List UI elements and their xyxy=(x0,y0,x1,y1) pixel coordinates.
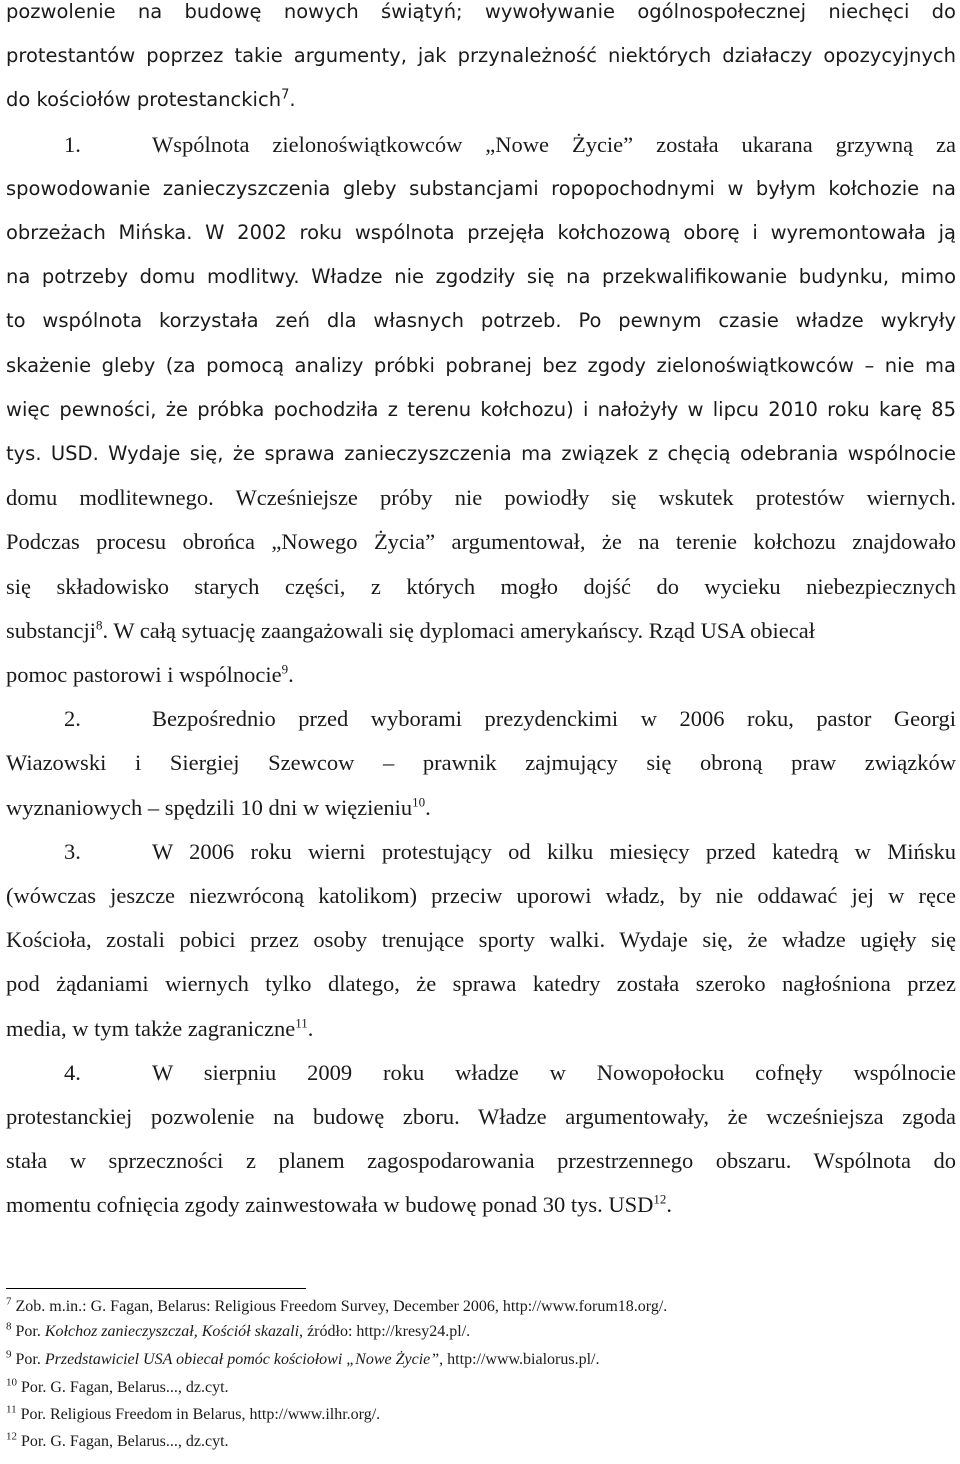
footnote-number: 7 xyxy=(6,1295,12,1308)
footnote xyxy=(6,1432,229,1452)
text-line xyxy=(6,439,956,469)
footnote xyxy=(6,1405,380,1425)
line-text: to wspólnota korzystała zeń dla własnych potrzeb. Po pewnym czasie władze wykryły xyxy=(6,309,956,333)
line-text: stała w sprzeczności z planem zagospodarowania przestrzennego obszaru. Wspólnota do xyxy=(6,1148,956,1174)
list-item-first-line: Wspólnota zielonoświątkowców „Nowe Życie” została ukarana grzywną za xyxy=(152,131,956,157)
line-text: obrzeżach Mińska. W 2002 roku wspólnota przejęła kołchozową oborę i wyremontowała ją xyxy=(6,221,956,244)
list-item-first-line: Bezpośrednio przed wyborami prezydenckimi w 2006 roku, pastor Georgi xyxy=(152,706,956,732)
footnote-italic-title: Przedstawiciel USA obiecał pomóc kościołowi „Nowe Życie” xyxy=(44,1351,440,1368)
text-line xyxy=(6,660,956,690)
list-item-first-line: W 2006 roku wierni protestujący od kilku miesięcy przed katedrą w Mińsku xyxy=(152,838,956,864)
line-text-continued: . W całą sytuację zaangażowali się dyplomaci amerykańscy. Rząd USA obiecał xyxy=(102,617,815,643)
list-item-number: 1. xyxy=(64,131,81,157)
text-line xyxy=(6,572,956,602)
footnote xyxy=(6,1350,599,1370)
text-line xyxy=(6,41,956,71)
text-line xyxy=(6,85,956,115)
line-text: Kościoła, zostali pobici przez osoby trenujące sporty walki. Wydaje się, że władze ugięły się xyxy=(6,927,956,953)
line-text: spowodowanie zanieczyszczenia gleby substancjami ropopochodnymi w byłym kołchozie na xyxy=(6,176,956,200)
line-text-continued: . xyxy=(288,662,294,687)
footnote-text: Por. xyxy=(15,1323,45,1340)
footnote-italic-title: Kołchoz zanieczyszczał, Kościół skazali, xyxy=(44,1323,304,1340)
line-text: domu modlitewnego. Wcześniejsze próby nie powiodły się wskutek protestów wiernych. xyxy=(6,485,956,511)
line-text: protestanckiej pozwolenie na budowę zboru. Władze argumentowały, że wcześniejsza zgoda xyxy=(6,1104,956,1129)
line-text-continued: . xyxy=(307,1015,314,1041)
line-text: skażenie gleby (za pomocą analizy próbki pobranej bez zgody zielonoświątkowców – nie ma xyxy=(6,353,956,377)
text-line xyxy=(6,925,956,955)
footnote-number: 10 xyxy=(6,1376,17,1389)
text-line xyxy=(6,395,956,425)
line-text: wyznaniowych – spędzili 10 dni w więzieniu xyxy=(6,794,413,820)
text-line xyxy=(6,793,956,823)
text-line xyxy=(6,174,956,204)
line-text: substancji xyxy=(6,617,96,643)
footnote-text: Por. G. Fagan, Belarus..., dz.cyt. xyxy=(21,1379,229,1396)
text-line xyxy=(6,1102,956,1132)
footnote-text: Por. xyxy=(15,1351,45,1368)
line-text: protestantów poprzez takie argumenty, jak przynależność niektórych działaczy opozycyjnych xyxy=(6,44,956,68)
line-text: Wiazowski i Siergiej Szewcow – prawnik zajmujący się obroną praw związków xyxy=(6,750,956,776)
footnote-reference[interactable]: 12 xyxy=(653,1191,667,1207)
line-text: momentu cofnięcia zgody zainwestowała w budowę ponad 30 tys. USD xyxy=(6,1192,654,1218)
footnote-reference[interactable]: 9 xyxy=(281,661,289,677)
line-text: na potrzeby domu modlitwy. Władze nie zgodziły się na przekwalifikowanie budynku, mimo xyxy=(6,265,956,289)
list-item-number: 4. xyxy=(64,1059,81,1085)
footnote-number: 11 xyxy=(6,1403,17,1416)
text-line xyxy=(6,1146,956,1176)
line-text-continued: . xyxy=(289,88,296,112)
line-text: więc pewności, że próbka pochodziła z terenu kołchozu) i nałożyły w lipcu 2010 roku karę 85 xyxy=(6,397,956,421)
footnote-text: Por. Religious Freedom in Belarus, http://www.ilhr.org/. xyxy=(20,1406,381,1423)
text-line xyxy=(6,351,956,381)
footnote-number: 12 xyxy=(6,1430,17,1443)
text-line xyxy=(6,218,956,248)
footnote-text: Zob. m.in.: G. Fagan, Belarus: Religious Freedom Survey, December 2006, http://www.forum18.org/. xyxy=(15,1298,668,1315)
text-line xyxy=(6,748,956,778)
list-item-number: 3. xyxy=(64,838,81,864)
footnote-reference[interactable]: 11 xyxy=(295,1015,308,1031)
footnote xyxy=(6,1322,470,1342)
footnote-reference[interactable]: 8 xyxy=(96,617,103,633)
footnote-reference[interactable]: 7 xyxy=(281,87,290,103)
text-line xyxy=(6,616,956,646)
footnote xyxy=(6,1297,667,1317)
footnote-number: 9 xyxy=(6,1348,12,1361)
line-text: Podczas procesu obrońca „Nowego Życia” argumentował, że na terenie kołchozu znajdowało xyxy=(6,529,956,555)
line-text: media, w tym także zagraniczne xyxy=(6,1015,296,1041)
line-text-continued: . xyxy=(425,794,431,820)
text-line xyxy=(6,262,956,292)
line-text: pod żądaniami wiernych tylko dlatego, że sprawa katedry została szeroko nagłośniona przez xyxy=(6,971,956,997)
line-text: pozwolenie na budowę nowych świątyń; wywoływanie ogólnospołecznej niechęci do xyxy=(6,0,956,23)
line-text: tys. USD. Wydaje się, że sprawa zanieczyszczenia ma związek z chęcią odebrania wspólnocie xyxy=(6,442,956,465)
line-text-continued: . xyxy=(666,1192,672,1218)
line-text: się składowisko starych części, z których mogło dojść do wycieku niebezpiecznych xyxy=(6,573,956,599)
footnote-text: Por. G. Fagan, Belarus..., dz.cyt. xyxy=(21,1433,229,1450)
footnote-source[interactable]: , http://www.bialorus.pl/. xyxy=(439,1351,600,1368)
line-text: do kościołów protestanckich xyxy=(6,88,282,112)
footnote-number: 8 xyxy=(6,1320,12,1333)
list-item-first-line: W sierpniu 2009 roku władze w Nowopołocku cofnęły wspólnocie xyxy=(152,1059,956,1085)
text-line xyxy=(6,527,956,557)
footnote-source[interactable]: źródło: http://kresy24.pl/. xyxy=(303,1323,471,1340)
line-text: pomoc pastorowi i wspólnocie xyxy=(6,662,282,687)
text-line xyxy=(6,969,956,999)
text-line xyxy=(6,1014,956,1044)
list-item-number: 2. xyxy=(64,706,81,732)
text-line xyxy=(6,881,956,911)
text-line xyxy=(6,0,956,27)
text-line xyxy=(6,483,956,513)
footnote-separator xyxy=(6,1288,306,1289)
text-line xyxy=(6,306,956,336)
footnote-reference[interactable]: 10 xyxy=(412,794,426,810)
line-text: (wówczas jeszcze niezwróconą katolikom) przeciw uporowi władz, by nie oddawać jej w ręce xyxy=(6,883,956,908)
footnote xyxy=(6,1378,229,1398)
text-line xyxy=(6,1190,956,1220)
